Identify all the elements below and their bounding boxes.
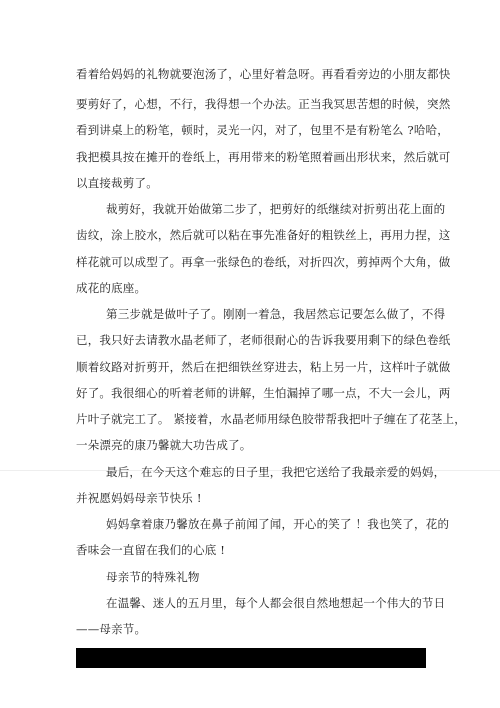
text-line: 在温馨、迷人的五月里，每个人都会很自然地想起一个伟大的节日 — [106, 596, 446, 610]
text-line: 好了。我很细心的听着老师的讲解，生怕漏掉了哪一点，不大一会儿，两 — [76, 386, 451, 400]
text-line: 并祝愿妈妈母亲节快乐 ! — [76, 491, 202, 505]
text-line: 以直接裁剪了。 — [76, 176, 158, 190]
text-line: 已，我只好去请教水晶老师了，老师很耐心的告诉我要用剩下的绿色卷纸 — [76, 333, 451, 347]
text-line: 香味会一直留在我们的心底 ! — [76, 543, 226, 557]
text-line: 裁剪好，我就开始做第二步了，把剪好的纸继续对折剪出花上面的 — [106, 202, 446, 216]
text-line: 片叶子就完工了。 紧接着，水晶老师用绿色胶带帮我把叶子缠在了花茎上， — [76, 412, 466, 426]
text-line: 看到讲桌上的粉笔，顿时，灵光一闪，对了，包里不是有粉笔么 ?哈哈， — [76, 123, 449, 137]
black-bar — [76, 648, 426, 668]
text-line: 一朵漂亮的康乃馨就大功告成了。 — [76, 438, 252, 452]
text-line: ——母亲节。 — [76, 622, 147, 636]
text-line: 最后，在今天这个难忘的日子里，我把它送给了我最亲爱的妈妈， — [106, 465, 446, 479]
text-line: 顺着纹路对折剪开，然后在把细铁丝穿进去，粘上另一片，这样叶子就做 — [76, 360, 451, 374]
text-line: 妈妈拿着康乃馨放在鼻子前闻了闻，开心的笑了 ！我也笑了，花的 — [106, 517, 450, 531]
text-line: 第三步就是做叶子了。刚刚一着急，我居然忘记要怎么做了，不得 — [106, 307, 446, 321]
text-line: 样花就可以成型了。再拿一张绿色的卷纸，对折四次，剪掉两个大角，做 — [76, 255, 451, 269]
text-line: 要剪好了，心想，不行，我得想一个办法。正当我冥思苦想的时候，突然 — [76, 97, 451, 111]
text-line: 成花的底座。 — [76, 281, 147, 295]
section-heading: 母亲节的特殊礼物 — [106, 570, 200, 584]
text-line: 看着给妈妈的礼物就要泡汤了，心里好着急呀。再看看旁边的小朋友都快 — [76, 67, 451, 81]
text-line: 齿纹，涂上胶水，然后就可以粘在事先准备好的粗铁丝上，再用力捏，这 — [76, 228, 451, 242]
text-line: 我把模具按在摊开的卷纸上，再用带来的粉笔照着画出形状来，然后就可 — [76, 150, 451, 164]
